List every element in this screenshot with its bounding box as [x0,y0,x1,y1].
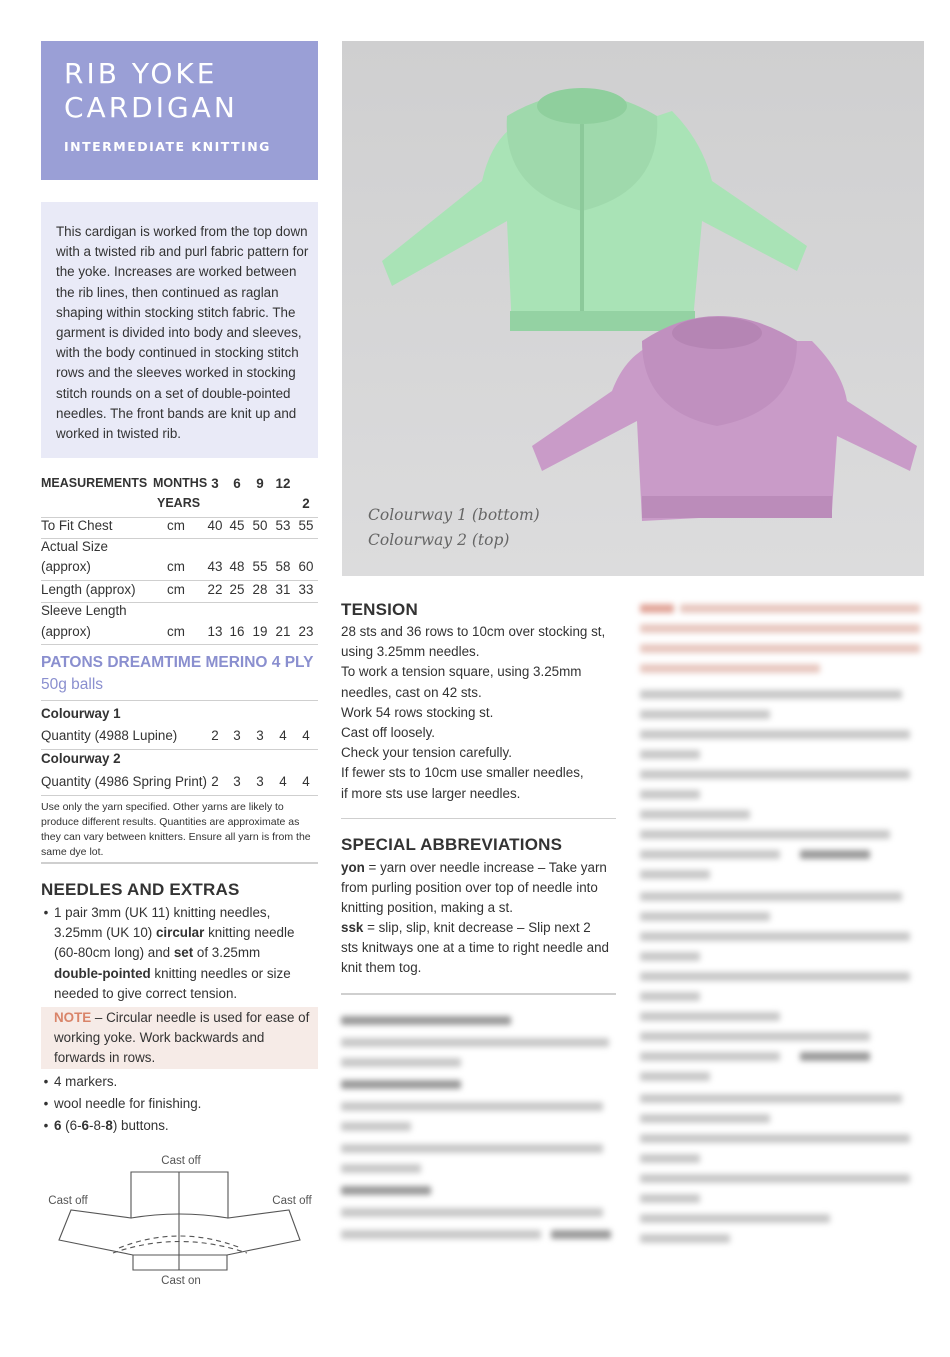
needles-heading: NEEDLES AND EXTRAS [41,880,240,899]
garment-photo [342,41,924,576]
measurements-header: MEASUREMENTS MONTHS 3 6 9 12 [41,476,291,491]
yarn-heading: PATONS DREAMTIME MERINO 4 PLY [41,654,314,671]
garment-schematic [41,1150,318,1290]
pattern-title: RIB YOKE CARDIGAN [64,57,238,124]
note-box [41,1007,318,1069]
intro-box [41,202,318,458]
blurred-instructions-right [640,598,925,1248]
abbrev-ssk: ssk = slip, slip, knit decrease – Slip next 2 sts knitways one at a time to right needle and knit them tog. [341,920,609,976]
needles-item-2: • 4 markers. [43,1074,118,1089]
tension-text: 28 sts and 36 rows to 10cm over stocking st, using 3.25mm needles. To work a tension square, using 3.25mm needles, cast on 42 sts. Work 54 rows stocking st. Cast off loosely. Check your tension carefully. If fewer sts to 10cm use smaller needles, if more sts use larger needles. [341,624,606,801]
photo-caption-1: Colourway 1 (bottom) [368,506,540,524]
blurred-instructions-middle [341,1010,616,1260]
table-row: (approx) cm 43 48 55 58 60 [41,559,314,574]
table-row: Actual Size [41,539,108,554]
note-label: NOTE [54,1010,92,1025]
table-row: Quantity (4986 Spring Print) 2 3 3 4 4 [41,774,310,789]
yarn-disclaimer: Use only the yarn specified. Other yarns are likely to produce different results. Quantities are approximate as they can vary between knitters. Ensure all yarn is from the same dye lot. [41,801,311,858]
abbreviations-heading: SPECIAL ABBREVIATIONS [341,835,563,854]
skill-level: INTERMEDIATE KNITTING [64,139,271,154]
table-row: Quantity (4988 Lupine) 2 3 3 4 4 [41,728,310,743]
needles-item-3: • wool needle for finishing. [43,1096,202,1111]
cast-off-right-label: Cast off [272,1195,312,1207]
cast-on-label: Cast on [161,1275,201,1287]
intro-text: This cardigan is worked from the top down with a twisted rib and purl fabric pattern for the yoke. Increases are worked between the rib lines, then continued as raglan shaping within stocking stitch fabric. The garment is divided into body and sleeves, with the body continued in stocking stitch rows and the sleeves worked in stocking stitch rounds on a set of double-pointed needles. The front bands are knit up and worked in twisted rib. [56,224,309,442]
table-row: (approx) cm 13 16 19 21 23 [41,624,314,639]
needles-item-1: • 1 pair 3mm (UK 11) knitting needles, 3.25mm (UK 10) circular knitting needle (60-80cm long) and set of 3.25mm double-pointed knitting needles or size needed to give correct tension. [43,905,295,1001]
yarn-subheading: 50g balls [41,676,104,693]
yarn-section [41,652,318,696]
abbrev-yon: yon = yarn over needle increase – Take yarn from purling position over top of needle into knitting position, making a st. [341,860,607,916]
cardigan-illustration [342,41,924,576]
years-header: YEARS 2 [157,496,310,511]
measurements-table [41,476,318,646]
table-row: Length (approx) cm 22 25 28 31 33 [41,582,314,597]
cast-off-left-label: Cast off [48,1195,88,1207]
note-text: – Circular needle is used for ease of working yoke. Work backwards and forwards in rows. [54,1010,310,1066]
cast-off-top-label: Cast off [161,1155,201,1167]
title-block [41,41,318,180]
tension-heading: TENSION [341,600,418,619]
table-row: Sleeve Length [41,603,127,618]
needles-item-4: • 6 (6-6-8-8) buttons. [43,1118,169,1133]
photo-caption-2: Colourway 2 (top) [368,531,510,549]
table-row: To Fit Chest cm 40 45 50 53 55 [41,518,314,533]
